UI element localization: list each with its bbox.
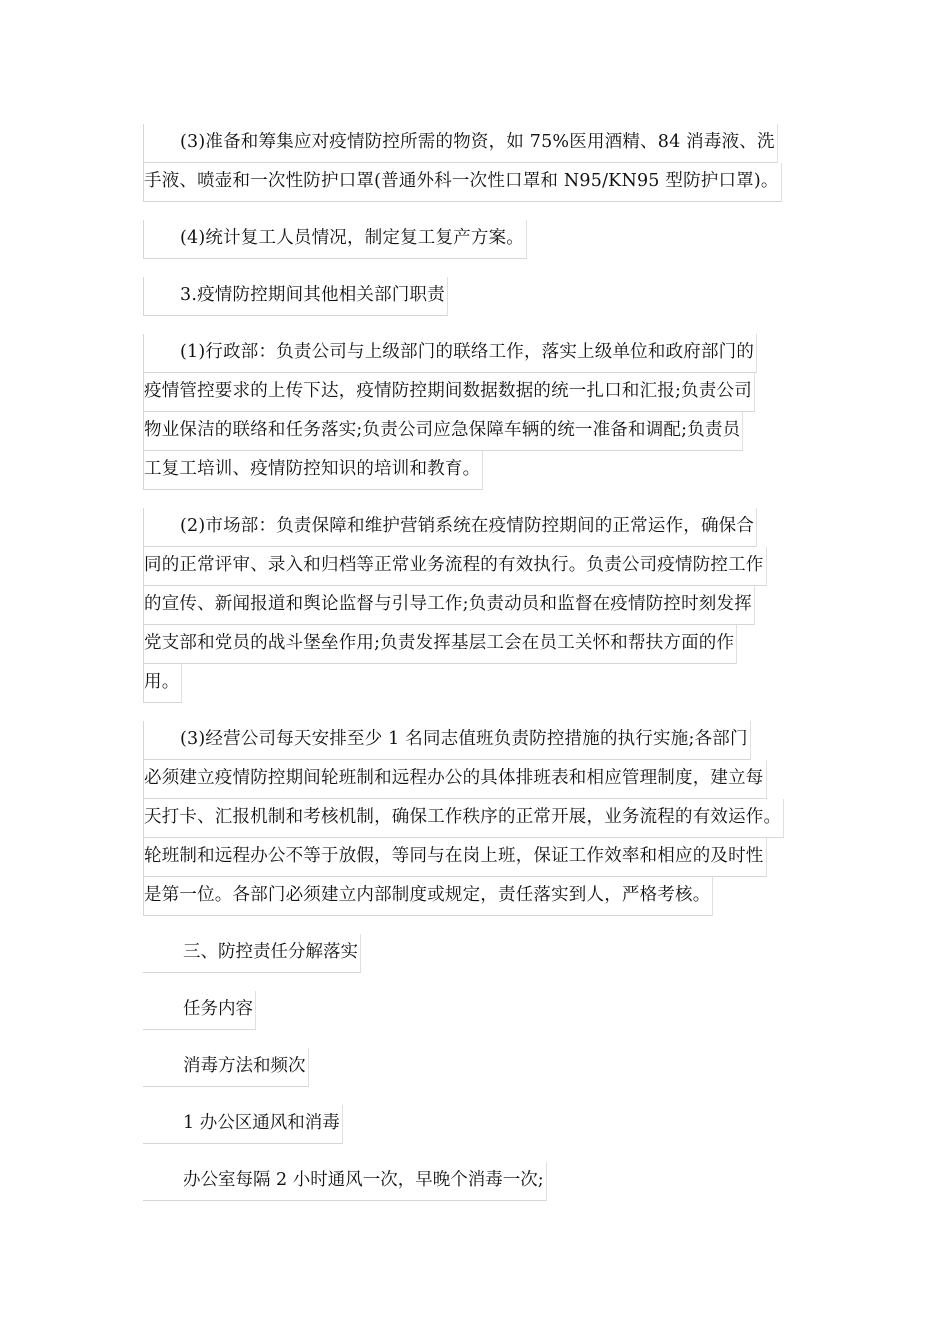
paragraph-market-department	[143, 508, 807, 703]
text-line: (3)经营公司每天安排至少 1 名同志值班负责防控措施的执行实施;各部门	[143, 721, 751, 760]
text-line: 工复工培训、疫情防控知识的培训和教育。	[143, 451, 483, 490]
paragraph-statistics	[143, 220, 807, 259]
text-line: (2)市场部：负责保障和维护营销系统在疫情防控期间的正常运作，确保合	[143, 508, 757, 547]
text-line: 天打卡、汇报机制和考核机制，确保工作秩序的正常开展，业务流程的有效运作。	[143, 799, 784, 838]
document-body	[143, 124, 807, 1219]
text-line: 用。	[143, 664, 182, 703]
section-disinfection-method: 消毒方法和频次	[143, 1048, 309, 1087]
text-line: 物业保洁的联络和任务落实;负责公司应急保障车辆的统一准备和调配;负责员	[143, 412, 743, 451]
text-line: 的宣传、新闻报道和舆论监督与引导工作;负责动员和监督在疫情防控时刻发挥	[143, 586, 755, 625]
heading-other-departments	[143, 277, 807, 316]
text-line: 轮班制和远程办公不等于放假，等同与在岗上班，保证工作效率和相应的及时性	[143, 838, 767, 877]
text-line: 手液、喷壶和一次性防护口罩(普通外科一次性口罩和 N95/KN95 型防护口罩)。	[143, 163, 782, 202]
text-line: (1)行政部：负责公司与上级部门的联络工作，落实上级单位和政府部门的	[143, 334, 757, 373]
paragraph-operations	[143, 721, 807, 916]
text-line: (4)统计复工人员情况，制定复工复产方案。	[143, 220, 527, 259]
paragraph-admin-department	[143, 334, 807, 490]
text-line: 疫情管控要求的上传下达，疫情防控期间数据数据的统一扎口和汇报;负责公司	[143, 373, 755, 412]
text-line: 是第一位。各部门必须建立内部制度或规定，责任落实到人，严格考核。	[143, 877, 713, 916]
text-line: 同的正常评审、录入和归档等正常业务流程的有效执行。负责公司疫情防控工作	[143, 547, 767, 586]
section-office-ventilation: 1 办公区通风和消毒	[143, 1105, 343, 1144]
text-line: 必须建立疫情防控期间轮班制和远程办公的具体排班表和相应管理制度，建立每	[143, 760, 767, 799]
section-heading-responsibility: 三、防控责任分解落实	[143, 934, 361, 973]
text-line: 党支部和党员的战斗堡垒作用;负责发挥基层工会在员工关怀和帮扶方面的作	[143, 625, 737, 664]
text-line: 3.疫情防控期间其他相关部门职责	[143, 277, 448, 316]
paragraph-materials	[143, 124, 807, 202]
section-office-schedule: 办公室每隔 2 小时通风一次，早晚个消毒一次;	[143, 1162, 547, 1201]
text-line: (3)准备和筹集应对疫情防控所需的物资，如 75%医用酒精、84 消毒液、洗	[143, 124, 778, 163]
section-task-content: 任务内容	[143, 991, 256, 1030]
